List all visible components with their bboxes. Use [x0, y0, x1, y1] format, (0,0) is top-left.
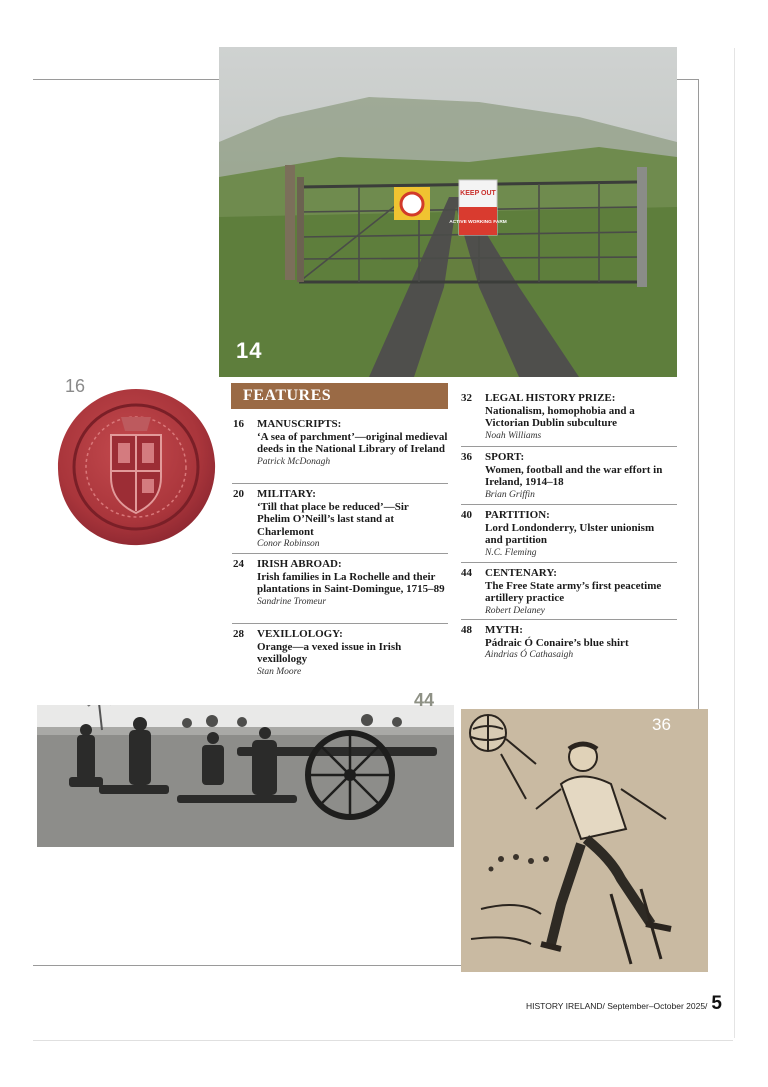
artillery-page-number: 44 [414, 690, 435, 710]
features-banner [231, 383, 448, 409]
footer-page-number: 5 [711, 993, 722, 1014]
football-cartoon [461, 709, 708, 972]
seal-icon [55, 385, 217, 547]
page-edge [734, 48, 735, 1038]
entry-section: MYTH: [485, 624, 523, 636]
entry-page-number: 20 [233, 488, 244, 500]
entry-page-number: 32 [461, 392, 472, 404]
page-footer [526, 993, 722, 1015]
entry-divider [232, 623, 448, 624]
seal-page-number: 16 [65, 376, 86, 396]
entry-page-number: 36 [461, 451, 472, 463]
keep-out-sign: KEEP OUT [460, 190, 496, 197]
entry-title: Orange—a vexed issue in Irish vexillology [257, 640, 402, 665]
entry-author: Noah Williams [485, 430, 542, 441]
top-rule [33, 79, 219, 80]
entry-author: Aindrias Ó Cathasaigh [485, 650, 574, 660]
entry-title: Nationalism, homophobia and a Victorian Dublin subculture [485, 404, 635, 429]
wax-seal-image [55, 385, 217, 547]
entry-divider [461, 504, 677, 505]
entry-section: VEXILLOLOGY: [257, 628, 343, 640]
entry-divider [232, 553, 448, 554]
entry-author: Conor Robinson [257, 539, 320, 549]
entry-section: PARTITION: [485, 509, 550, 521]
entry-title: Women, football and the war effort in Ireland, 1914–18 [485, 463, 663, 488]
entry-section: MANUSCRIPTS: [257, 418, 342, 430]
entry-divider [461, 446, 677, 447]
footer-magazine-issue: HISTORY IRELAND/ September–October 2025/ [526, 1001, 708, 1011]
footer-rule [33, 1040, 733, 1041]
gate-page-number: 14 [236, 338, 263, 363]
entry-title: Irish families in La Rochelle and their plantations in Saint-Domingue, 1715–89 [257, 570, 445, 595]
entry-section: MILITARY: [257, 488, 316, 500]
entry-title: Lord Londonderry, Ulster unionism and partition [485, 521, 655, 546]
entry-title: ‘A sea of parchment’—original medieval deeds in the National Library of Ireland [257, 430, 448, 455]
entry-page-number: 44 [461, 567, 472, 579]
artillery-photo [37, 705, 454, 847]
entry-section: LEGAL HISTORY PRIZE: [485, 392, 616, 404]
entry-page-number: 48 [461, 624, 472, 636]
bottom-rule [33, 965, 461, 966]
top-rule-right [677, 79, 698, 80]
entry-page-number: 28 [233, 628, 244, 640]
gate-photo [219, 47, 677, 377]
right-frame-rule [698, 79, 699, 709]
entry-author: Robert Delaney [485, 605, 545, 616]
entry-title: The Free State army’s first peacetime artillery practice [485, 579, 662, 604]
gate-landscape-image [219, 47, 677, 377]
artillery-image [37, 705, 454, 847]
entry-section: SPORT: [485, 451, 525, 463]
features-heading: FEATURES [243, 387, 332, 404]
entry-divider [461, 619, 677, 620]
entry-page-number: 24 [233, 558, 244, 570]
entry-divider [461, 562, 677, 563]
entry-author: Stan Moore [257, 666, 302, 677]
entry-page-number: 40 [461, 509, 472, 521]
entry-divider [232, 483, 448, 484]
entry-section: IRISH ABROAD: [257, 558, 342, 570]
football-page-number: 36 [652, 715, 671, 734]
entry-section: CENTENARY: [485, 567, 557, 579]
farm-sign: ACTIVE WORKING FARM [449, 220, 507, 225]
entry-page-number: 16 [233, 418, 244, 430]
entry-author: Patrick McDonagh [257, 456, 331, 467]
entry-author: Brian Griffin [485, 489, 535, 500]
entry-author: N.C. Fleming [485, 547, 537, 558]
football-cartoon-image [461, 709, 708, 972]
entry-author: Sandrine Tromeur [257, 596, 327, 607]
entry-title: Pádraic Ó Conaire’s blue shirt [485, 636, 629, 649]
entry-title: ‘Till that place be reduced’—Sir Phelim O’Neill’s last stand at Charlemont [257, 500, 409, 538]
